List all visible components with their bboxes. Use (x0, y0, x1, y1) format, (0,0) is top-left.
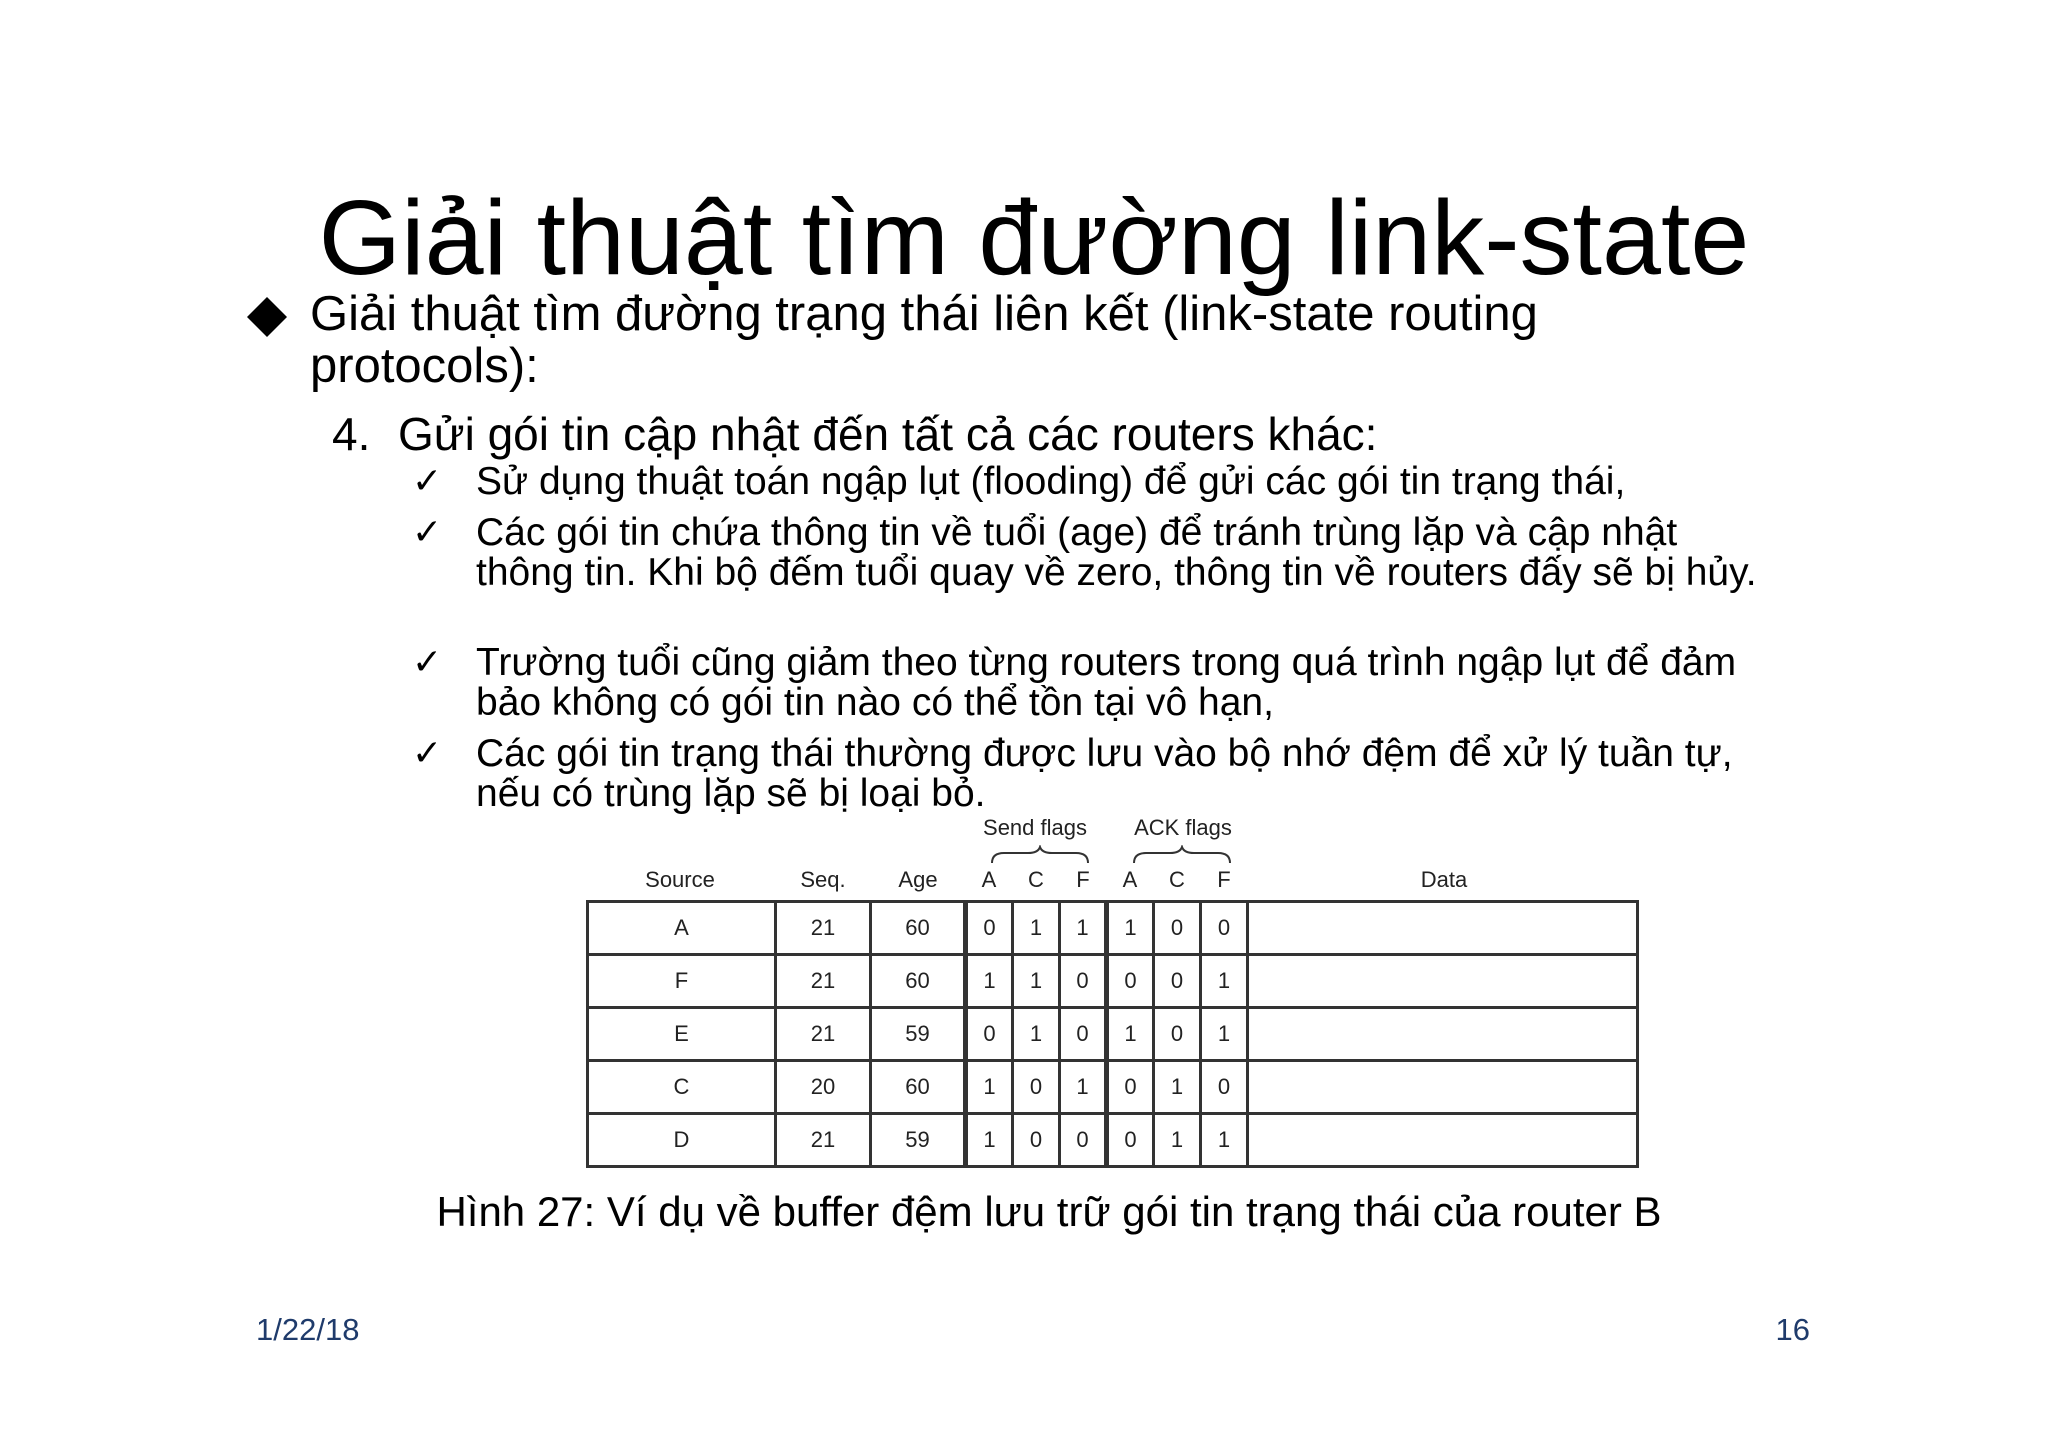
check-item-text: Các gói tin chứa thông tin về tuổi (age) để tránh trùng lặp và cập nhật thông tin. Khi bộ đếm tuổi quay về zero, thông tin về routers đấy sẽ bị hủy. (476, 511, 1757, 594)
cell-ack-f: 0 (1201, 1061, 1248, 1114)
cell-seq: 21 (776, 1008, 871, 1061)
table-row (588, 1114, 1638, 1167)
send-flags-label: Send flags (983, 815, 1087, 840)
cell-data (1248, 1061, 1638, 1114)
cell-age: 60 (871, 902, 966, 955)
cell-ack-c: 1 (1154, 1061, 1201, 1114)
table-row (588, 955, 1638, 1008)
cell-ack-c: 0 (1154, 1008, 1201, 1061)
header-ack-a: A (1122, 867, 1138, 892)
cell-send-c: 1 (1013, 955, 1060, 1008)
header-send-f: F (1076, 867, 1090, 892)
cell-send-a: 1 (966, 1114, 1013, 1167)
cell-source: A (588, 902, 776, 955)
cell-age: 60 (871, 955, 966, 1008)
cell-send-c: 0 (1013, 1114, 1060, 1167)
cell-send-c: 1 (1013, 1008, 1060, 1061)
ack-flags-label: ACK flags (1134, 815, 1232, 840)
step-item (332, 408, 1377, 460)
cell-age: 59 (871, 1114, 966, 1167)
main-bullet-text: Giải thuật tìm đường trạng thái liên kết (link-state routing protocols): (310, 287, 1538, 393)
cell-ack-a: 1 (1107, 1008, 1154, 1061)
cell-send-f: 0 (1060, 1114, 1107, 1167)
diamond-bullet-icon (246, 296, 288, 338)
table-row (588, 902, 1638, 955)
header-seq: Seq. (800, 867, 846, 892)
cell-ack-a: 0 (1107, 1114, 1154, 1167)
cell-ack-c: 1 (1154, 1114, 1201, 1167)
cell-data (1248, 1008, 1638, 1061)
checkmark-icon: ✓ (412, 733, 443, 774)
header-data: Data (1420, 867, 1468, 892)
cell-send-f: 1 (1060, 1061, 1107, 1114)
header-ack-c: C (1169, 867, 1185, 892)
cell-source: C (588, 1061, 776, 1114)
cell-send-f: 0 (1060, 955, 1107, 1008)
cell-age: 59 (871, 1008, 966, 1061)
figure-caption: Hình 27: Ví dụ về buffer đệm lưu trữ gói tin trạng thái của router B (436, 1188, 1662, 1235)
cell-send-a: 0 (966, 1008, 1013, 1061)
header-age: Age (898, 867, 938, 892)
checkmark-icon: ✓ (412, 461, 443, 502)
cell-ack-c: 0 (1154, 955, 1201, 1008)
cell-seq: 20 (776, 1061, 871, 1114)
cell-source: E (588, 1008, 776, 1061)
cell-seq: 21 (776, 902, 871, 955)
cell-ack-a: 0 (1107, 1061, 1154, 1114)
table-row (588, 1061, 1638, 1114)
cell-ack-f: 1 (1201, 1008, 1248, 1061)
step-number: 4. (332, 408, 371, 460)
header-source: Source (645, 867, 715, 892)
checkmark-icon: ✓ (412, 642, 443, 683)
checkmark-icon: ✓ (412, 512, 443, 553)
footer-date: 1/22/18 (256, 1312, 360, 1347)
cell-data (1248, 1114, 1638, 1167)
cell-source: F (588, 955, 776, 1008)
cell-seq: 21 (776, 955, 871, 1008)
check-item-text: Các gói tin trạng thái thường được lưu vào bộ nhớ đệm để xử lý tuần tự, nếu có trùng lặp sẽ bị loại bỏ. (476, 732, 1733, 815)
cell-seq: 21 (776, 1114, 871, 1167)
header-ack-f: F (1217, 867, 1231, 892)
buffer-figure (570, 815, 1670, 1195)
cell-ack-a: 0 (1107, 955, 1154, 1008)
cell-data (1248, 955, 1638, 1008)
header-send-a: A (981, 867, 997, 892)
slide-title: Giải thuật tìm đường link-state (318, 179, 1750, 297)
cell-data (1248, 902, 1638, 955)
cell-ack-f: 1 (1201, 1114, 1248, 1167)
cell-send-c: 1 (1013, 902, 1060, 955)
cell-send-f: 1 (1060, 902, 1107, 955)
cell-ack-a: 1 (1107, 902, 1154, 955)
step-text: Gửi gói tin cập nhật đến tất cả các routers khác: (398, 408, 1378, 460)
cell-ack-f: 1 (1201, 955, 1248, 1008)
cell-send-a: 1 (966, 1061, 1013, 1114)
cell-ack-f: 0 (1201, 902, 1248, 955)
cell-age: 60 (871, 1061, 966, 1114)
cell-send-c: 0 (1013, 1061, 1060, 1114)
table-row (588, 1008, 1638, 1061)
check-item-text: Trường tuổi cũng giảm theo từng routers trong quá trình ngập lụt để đảm bảo không có gói tin nào có thể tồn tại vô hạn, (476, 641, 1737, 724)
state-buffer-table (586, 900, 1639, 1168)
flags-brace-icon (988, 845, 1248, 867)
cell-source: D (588, 1114, 776, 1167)
cell-ack-c: 0 (1154, 902, 1201, 955)
cell-send-f: 0 (1060, 1008, 1107, 1061)
header-send-c: C (1028, 867, 1044, 892)
check-item-text: Sử dụng thuật toán ngập lụt (flooding) để gửi các gói tin trạng thái, (476, 460, 1626, 503)
page-number: 16 (1775, 1312, 1810, 1347)
cell-send-a: 0 (966, 902, 1013, 955)
cell-send-a: 1 (966, 955, 1013, 1008)
